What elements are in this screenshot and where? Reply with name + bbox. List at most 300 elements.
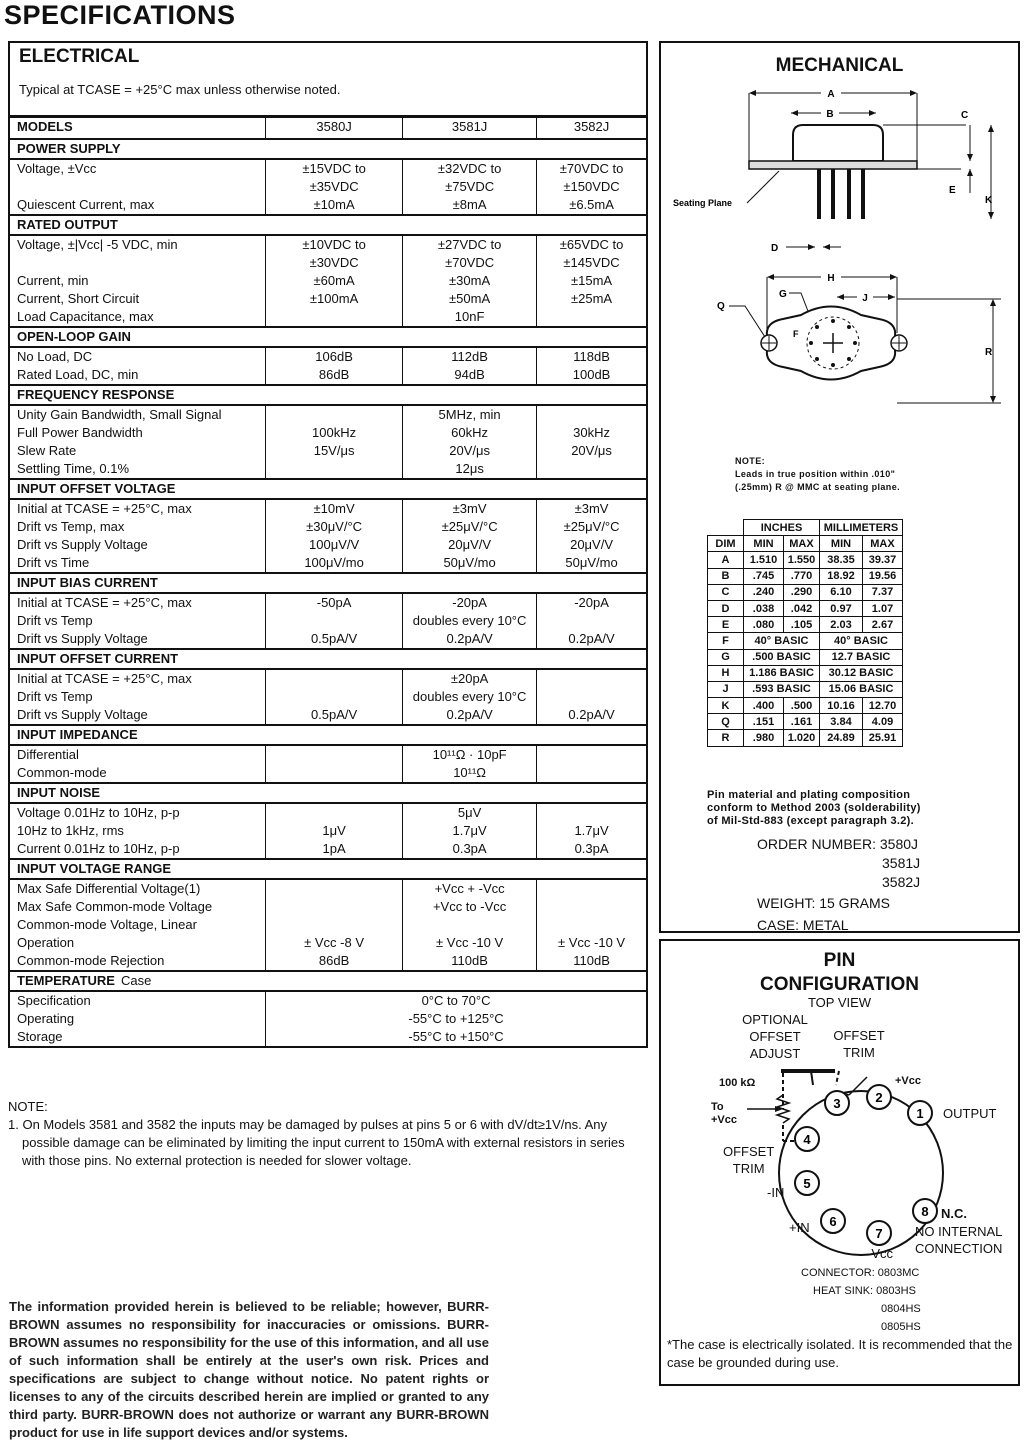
dim-value: 3.84	[820, 714, 863, 730]
section-header	[10, 783, 646, 803]
spec-value: ±35VDC	[266, 178, 403, 196]
section-header	[10, 859, 646, 879]
spec-value: ±10mA	[266, 196, 403, 215]
dim-value: 6.10	[820, 584, 863, 600]
spec-row	[10, 178, 646, 196]
spec-row	[10, 308, 646, 327]
spec-label: Initial at TCASE = +25°C, max	[17, 671, 192, 686]
note-text: 1. On Models 3581 and 3582 the inputs may be damaged by pulses at pins 5 or 6 with dV/dt≥1V/ns. Any possible damage can be eliminated by limiting the input current to 150mA with external resistors in series with those pins. No external protection is needed for slower voltage.	[8, 1117, 625, 1168]
no-internal-label	[915, 1223, 1002, 1257]
dim-group-mm: MILLIMETERS	[820, 520, 903, 536]
section-header-spacer	[266, 385, 646, 405]
dim-value: 7.37	[863, 584, 903, 600]
pin-config-title	[661, 949, 1018, 997]
section-header	[10, 215, 646, 235]
spec-row	[10, 688, 646, 706]
spec-label: Drift vs Temp	[17, 613, 93, 628]
spec-value: 112dB	[403, 347, 537, 366]
spec-value: ±15VDC to	[266, 159, 403, 178]
spec-value: -20pA	[537, 593, 646, 612]
dim-value: .770	[784, 568, 820, 584]
spec-value: 86dB	[266, 952, 403, 971]
dim-k-label: K	[985, 195, 993, 206]
spec-label: Drift vs Temp	[17, 689, 93, 704]
spec-value: 100dB	[537, 366, 646, 385]
spec-value	[266, 308, 403, 327]
section-title: INPUT IMPEDANCE	[10, 725, 266, 745]
seating-plane-label: Seating Plane	[673, 198, 733, 208]
dim-row	[708, 665, 903, 681]
spec-value	[266, 745, 403, 764]
dim-letter: D	[708, 600, 744, 616]
spec-label: No Load, DC	[17, 349, 93, 364]
spec-value: 0.3pA	[537, 840, 646, 859]
spec-value: ±70VDC	[403, 254, 537, 272]
section-header-spacer	[266, 859, 646, 879]
spec-value: ±75VDC	[403, 178, 537, 196]
section-title: OPEN-LOOP GAIN	[10, 327, 266, 347]
spec-value: ±70VDC to	[537, 159, 646, 178]
dim-b-label: B	[826, 109, 834, 120]
dim-value: 24.89	[820, 730, 863, 746]
dim-letter: K	[708, 698, 744, 714]
section-header-spacer	[266, 971, 646, 991]
dim-e-label: E	[949, 185, 956, 196]
dim-value: 40° BASIC	[820, 633, 903, 649]
spec-value: ± Vcc -10 V	[403, 934, 537, 952]
temperature-suffix: Case	[120, 973, 152, 988]
svg-text:6: 6	[829, 1214, 837, 1229]
optional-line-3: ADJUST	[749, 1046, 801, 1061]
spec-label: Common-mode	[17, 765, 107, 780]
spec-row	[10, 290, 646, 308]
spec-value: ±145VDC	[537, 254, 646, 272]
dim-letter: F	[708, 633, 744, 649]
spec-value: ±30μV/°C	[266, 518, 403, 536]
spec-value: 100kHz	[266, 424, 403, 442]
spec-row	[10, 612, 646, 630]
spec-row	[10, 405, 646, 424]
spec-value: 30kHz	[537, 424, 646, 442]
spec-value: 0.5pA/V	[266, 706, 403, 725]
package-top-view	[661, 263, 1022, 463]
section-header-spacer	[266, 215, 646, 235]
spec-value: 20μV/V	[537, 536, 646, 554]
order-number-3: 3582J	[882, 874, 921, 890]
dim-row	[708, 714, 903, 730]
spec-value: doubles every 10°C	[403, 688, 537, 706]
plus-in-label: +IN	[789, 1220, 810, 1235]
spec-value: ±25μV/°C	[403, 518, 537, 536]
weight: WEIGHT: 15 GRAMS	[757, 895, 891, 911]
spec-row	[10, 630, 646, 649]
temperature-row	[10, 991, 646, 1010]
spec-value: ±3mV	[403, 499, 537, 518]
temperature-value: -55°C to +150°C	[266, 1028, 646, 1047]
dim-r-label: R	[985, 347, 993, 358]
dim-letter: J	[708, 681, 744, 697]
package-side-view	[661, 83, 1022, 263]
spec-value	[537, 612, 646, 630]
spec-label: Common-mode Rejection	[17, 953, 165, 968]
section-header	[10, 725, 646, 745]
case-material: CASE: METAL	[757, 917, 849, 933]
temperature-value: 0°C to 70°C	[266, 991, 646, 1010]
spec-label: Quiescent Current, max	[17, 197, 155, 212]
nc-label: N.C.	[941, 1206, 967, 1221]
spec-row	[10, 706, 646, 725]
dim-value: .105	[784, 617, 820, 633]
spec-label: Slew Rate	[17, 443, 77, 458]
dim-col-dim: DIM	[708, 536, 744, 552]
svg-text:1: 1	[916, 1106, 924, 1121]
spec-value: ±6.5mA	[537, 196, 646, 215]
section-title: INPUT OFFSET VOLTAGE	[10, 479, 266, 499]
spec-value	[537, 879, 646, 898]
mechanical-note-line-2: (.25mm) R @ MMC at seating plane.	[735, 482, 901, 492]
dim-row	[708, 584, 903, 600]
spec-label: Rated Load, DC, min	[17, 367, 139, 382]
spec-row	[10, 593, 646, 612]
order-number-label: ORDER NUMBER: 3580J	[757, 836, 919, 852]
dim-row	[708, 617, 903, 633]
spec-value: 110dB	[403, 952, 537, 971]
temperature-label: Operating	[17, 1011, 75, 1026]
pin-config-title-1: PIN	[823, 950, 856, 971]
pin-diagram	[661, 1061, 1022, 1301]
section-header-spacer	[266, 139, 646, 159]
case-footnote: *The case is electrically isolated. It is recommended that the case be grounded during use.	[667, 1337, 1013, 1370]
spec-label: Max Safe Common-mode Voltage	[17, 899, 213, 914]
spec-row	[10, 254, 646, 272]
spec-value: 0.2pA/V	[403, 706, 537, 725]
no-internal-2: CONNECTION	[915, 1241, 1003, 1256]
spec-value: ±3mV	[537, 499, 646, 518]
spec-row	[10, 460, 646, 479]
dim-letter: Q	[708, 714, 744, 730]
spec-label: Voltage 0.01Hz to 10Hz, p-p	[17, 805, 180, 820]
offset-trim-top-1: OFFSET	[833, 1028, 885, 1043]
section-header	[10, 649, 646, 669]
section-title: INPUT BIAS CURRENT	[10, 573, 266, 593]
dim-value: 12.70	[863, 698, 903, 714]
spec-value: 110dB	[537, 952, 646, 971]
spec-value: ±25mA	[537, 290, 646, 308]
spec-value	[266, 612, 403, 630]
dim-col-in-max: MAX	[784, 536, 820, 552]
pin-config-title-2: CONFIGURATION	[759, 974, 920, 995]
spec-value	[266, 688, 403, 706]
spec-row	[10, 764, 646, 783]
spec-value	[266, 916, 403, 934]
spec-value: 10nF	[403, 308, 537, 327]
mechanical-title: MECHANICAL	[775, 55, 904, 76]
spec-value	[266, 405, 403, 424]
spec-row	[10, 952, 646, 971]
dim-letter: B	[708, 568, 744, 584]
dim-value: 39.37	[863, 552, 903, 568]
order-number	[757, 835, 920, 892]
spec-row	[10, 159, 646, 178]
spec-row	[10, 366, 646, 385]
models-label: MODELS	[10, 117, 266, 139]
note-heading: NOTE:	[8, 1099, 48, 1114]
spec-row	[10, 518, 646, 536]
spec-label: Drift vs Supply Voltage	[17, 707, 148, 722]
spec-row	[10, 424, 646, 442]
dim-value: 30.12 BASIC	[820, 665, 903, 681]
spec-row	[10, 803, 646, 822]
models-row	[10, 117, 646, 139]
spec-value	[537, 688, 646, 706]
minus-vcc-label: -Vcc	[867, 1246, 893, 1261]
dim-value: 12.7 BASIC	[820, 649, 903, 665]
mechanical-note-heading: NOTE:	[735, 456, 765, 466]
spec-row	[10, 536, 646, 554]
spec-value: ±10VDC to	[266, 235, 403, 254]
mechanical-panel	[659, 41, 1020, 933]
electrical-subtitle: Typical at TCASE = +25°C max unless otherwise noted.	[19, 82, 341, 97]
spec-row	[10, 442, 646, 460]
pin-config-panel	[659, 939, 1020, 1386]
spec-value: 60kHz	[403, 424, 537, 442]
spec-value: ±8mA	[403, 196, 537, 215]
model-3: 3582J	[537, 117, 646, 139]
dim-value: .042	[784, 600, 820, 616]
spec-value: 1.7μV	[403, 822, 537, 840]
no-internal-1: NO INTERNAL	[915, 1224, 1003, 1239]
spec-value: ±15mA	[537, 272, 646, 290]
dim-group-inches: INCHES	[744, 520, 820, 536]
spec-row	[10, 499, 646, 518]
spec-label: Voltage, ±|Vcc| -5 VDC, min	[17, 237, 178, 252]
spec-row	[10, 898, 646, 916]
section-header-spacer	[266, 783, 646, 803]
electrical-header	[10, 43, 646, 116]
to-vcc-2: +Vcc	[711, 1114, 737, 1126]
spec-value: 86dB	[266, 366, 403, 385]
spec-value: 20V/μs	[403, 442, 537, 460]
spec-value: 106dB	[266, 347, 403, 366]
spec-value	[266, 879, 403, 898]
spec-row	[10, 554, 646, 573]
spec-value: ±100mA	[266, 290, 403, 308]
svg-text:2: 2	[875, 1090, 883, 1105]
section-title	[10, 971, 266, 991]
spec-value	[266, 764, 403, 783]
svg-text:3: 3	[833, 1096, 841, 1111]
dim-value: 40° BASIC	[744, 633, 820, 649]
electrical-table	[10, 116, 646, 1048]
heat-sink-label: HEAT SINK: 0803HS	[813, 1285, 916, 1297]
to-vcc-label	[711, 1101, 737, 1127]
spec-value: 0.3pA	[403, 840, 537, 859]
pin-7	[867, 1221, 891, 1245]
optional-line-2: OFFSET	[749, 1029, 801, 1044]
spec-value: ±25μV/°C	[537, 518, 646, 536]
spec-value: ±32VDC to	[403, 159, 537, 178]
section-title: FREQUENCY RESPONSE	[10, 385, 266, 405]
dim-value: 1.550	[784, 552, 820, 568]
section-header	[10, 479, 646, 499]
spec-value: ±50mA	[403, 290, 537, 308]
dim-j-label: J	[862, 293, 868, 304]
spec-value	[537, 308, 646, 327]
temperature-row	[10, 1010, 646, 1028]
spec-label	[10, 254, 266, 272]
spec-value: 15V/μs	[266, 442, 403, 460]
optional-offset-adjust-label	[735, 1011, 815, 1062]
offset-trim-bottom-2: TRIM	[732, 1161, 765, 1176]
spec-value: doubles every 10°C	[403, 612, 537, 630]
spec-value: +Vcc to -Vcc	[403, 898, 537, 916]
spec-row	[10, 669, 646, 688]
svg-text:5: 5	[803, 1176, 811, 1191]
spec-label: Drift vs Temp, max	[17, 519, 125, 534]
spec-row	[10, 196, 646, 215]
spec-value: ±27VDC to	[403, 235, 537, 254]
dim-letter: G	[708, 649, 744, 665]
dim-row	[708, 568, 903, 584]
spec-label: Initial at TCASE = +25°C, max	[17, 501, 192, 516]
dim-value: 10.16	[820, 698, 863, 714]
spec-value	[266, 898, 403, 916]
temperature-label: Specification	[17, 993, 91, 1008]
section-header	[10, 573, 646, 593]
disclaimer: The information provided herein is believed to be reliable; however, BURR-BROWN assumes no responsibility for inaccuracies or omissions. BURR-BROWN assumes no responsibility for the use of this information, and all use of such information shall be entirely at the user's own risk. Prices and specifications are subject to change without notice. No patent rights or licenses to any of the circuits described herein are implied or granted to any third party. BURR-BROWN does not authorize or warrant any BURR-BROWN product for use in life support devices and/or systems.	[9, 1299, 489, 1440]
spec-value: 20μV/V	[403, 536, 537, 554]
spec-label: Common-mode Voltage, Linear	[17, 917, 197, 932]
spec-value	[537, 916, 646, 934]
spec-value: ±10mV	[266, 499, 403, 518]
mechanical-note	[735, 455, 900, 494]
spec-row	[10, 879, 646, 898]
spec-row	[10, 347, 646, 366]
offset-trim-top-label	[823, 1027, 895, 1061]
dim-value: .745	[744, 568, 784, 584]
spec-value: -20pA	[403, 593, 537, 612]
dim-value: 1.07	[863, 600, 903, 616]
offset-trim-bottom-label	[723, 1143, 774, 1177]
spec-value	[266, 803, 403, 822]
dim-value: .500 BASIC	[744, 649, 820, 665]
spec-value: 94dB	[403, 366, 537, 385]
spec-value: 0.2pA/V	[537, 706, 646, 725]
spec-row	[10, 916, 646, 934]
spec-label: Current, min	[17, 273, 89, 288]
pin-material-line-2: conform to Method 2003 (solderability)	[707, 802, 921, 814]
spec-value: ± Vcc -10 V	[537, 934, 646, 952]
dim-letter: A	[708, 552, 744, 568]
spec-value: 118dB	[537, 347, 646, 366]
pin-5	[795, 1171, 819, 1195]
spec-label: Voltage, ±Vcc	[17, 161, 97, 176]
output-label: OUTPUT	[943, 1106, 997, 1121]
section-title: INPUT VOLTAGE RANGE	[10, 859, 266, 879]
heat-sink-3-label: 0805HS	[881, 1321, 921, 1333]
model-2: 3581J	[403, 117, 537, 139]
section-header-spacer	[266, 649, 646, 669]
spec-label: Initial at TCASE = +25°C, max	[17, 595, 192, 610]
dim-value: .240	[744, 584, 784, 600]
dimension-table	[707, 519, 903, 747]
dim-value: 38.35	[820, 552, 863, 568]
spec-label: Unity Gain Bandwidth, Small Signal	[17, 407, 222, 422]
plus-vcc-label: +Vcc	[895, 1075, 921, 1087]
dim-row	[708, 730, 903, 746]
spec-label	[10, 178, 266, 196]
spec-value: ±150VDC	[537, 178, 646, 196]
temperature-title: TEMPERATURE	[17, 973, 115, 988]
spec-label: Full Power Bandwidth	[17, 425, 143, 440]
spec-value: 20V/μs	[537, 442, 646, 460]
spec-label: Load Capacitance, max	[17, 309, 154, 324]
dim-value: .980	[744, 730, 784, 746]
connector-label: CONNECTOR: 0803MC	[801, 1267, 920, 1279]
spec-row	[10, 934, 646, 952]
section-header-spacer	[266, 573, 646, 593]
dim-row	[708, 681, 903, 697]
spec-value: 100μV/mo	[266, 554, 403, 573]
dim-row	[708, 552, 903, 568]
spec-label: Max Safe Differential Voltage(1)	[17, 881, 201, 896]
spec-value: 10¹¹Ω · 10pF	[403, 745, 537, 764]
spec-value: 0.5pA/V	[266, 630, 403, 649]
dim-value: 15.06 BASIC	[820, 681, 903, 697]
page-title: SPECIFICATIONS	[4, 0, 236, 30]
order-number-2: 3581J	[882, 855, 921, 871]
pin-4	[795, 1127, 819, 1151]
pin-3	[825, 1091, 849, 1115]
dim-value: 18.92	[820, 568, 863, 584]
spec-label: Drift vs Time	[17, 555, 90, 570]
spec-value	[537, 405, 646, 424]
dim-letter: H	[708, 665, 744, 681]
dim-value: 19.56	[863, 568, 903, 584]
dim-letter: E	[708, 617, 744, 633]
electrical-specs	[8, 41, 648, 1048]
spec-row	[10, 840, 646, 859]
section-title: POWER SUPPLY	[10, 139, 266, 159]
pin-material-note	[707, 789, 921, 828]
dim-col-in-min: MIN	[744, 536, 784, 552]
spec-value: 1.7μV	[537, 822, 646, 840]
footnote-section	[8, 1098, 633, 1170]
offset-trim-top-2: TRIM	[843, 1045, 875, 1060]
weight-case	[757, 892, 890, 936]
spec-label: Current, Short Circuit	[17, 291, 140, 306]
svg-text:7: 7	[875, 1226, 883, 1241]
section-header-spacer	[266, 327, 646, 347]
temperature-value: -55°C to +125°C	[266, 1010, 646, 1028]
spec-label: Differential	[17, 747, 79, 762]
model-1: 3580J	[266, 117, 403, 139]
to-vcc-1: To	[711, 1101, 724, 1113]
section-header-spacer	[266, 479, 646, 499]
section-header	[10, 327, 646, 347]
spec-value: ±20pA	[403, 669, 537, 688]
dim-letter: C	[708, 584, 744, 600]
spec-row	[10, 745, 646, 764]
spec-value	[266, 460, 403, 479]
optional-line-1: OPTIONAL	[742, 1012, 808, 1027]
spec-row	[10, 272, 646, 290]
spec-value	[537, 898, 646, 916]
dim-value: 2.03	[820, 617, 863, 633]
dim-col-mm-min: MIN	[820, 536, 863, 552]
spec-label: Operation	[17, 935, 75, 950]
spec-label: Current 0.01Hz to 10Hz, p-p	[17, 841, 180, 856]
